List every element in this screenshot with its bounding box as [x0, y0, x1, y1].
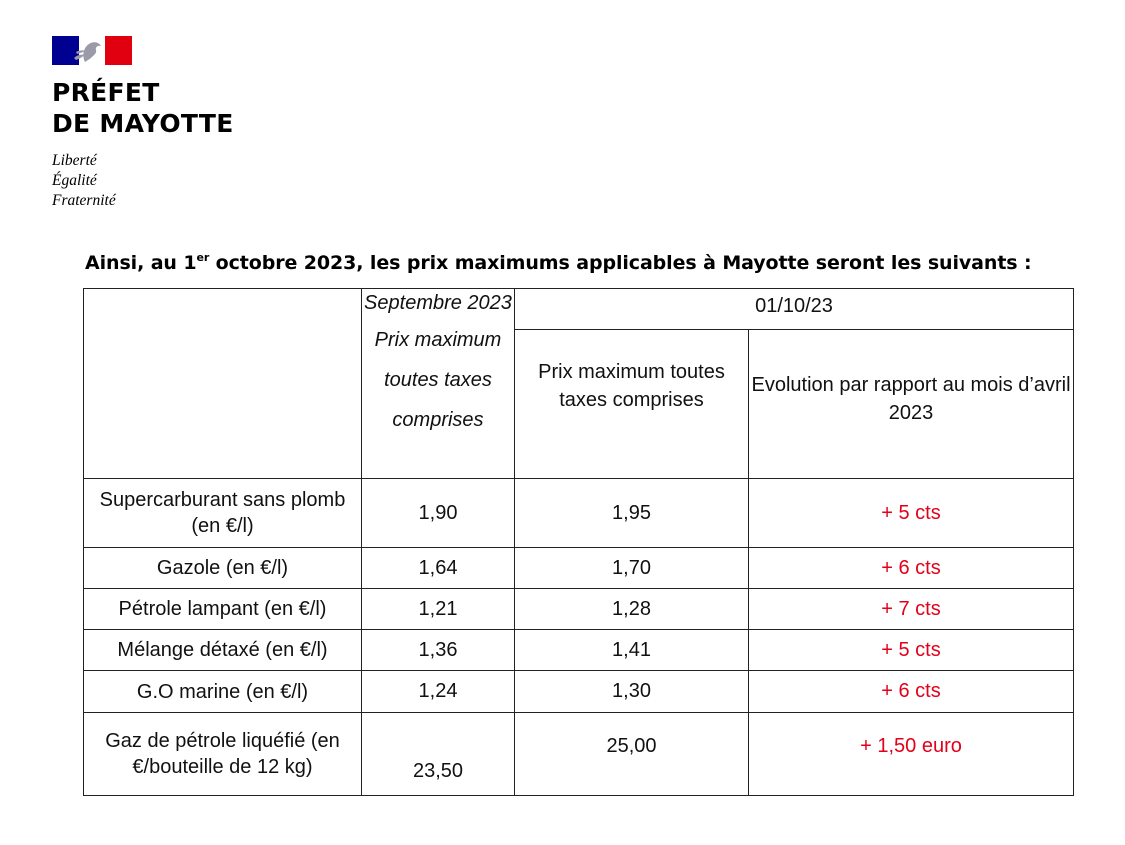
- marianne-flag-icon: [52, 36, 132, 65]
- org-line-2: DE MAYOTTE: [52, 109, 234, 138]
- price-september: 1,64: [362, 548, 515, 589]
- price-october: 1,28: [515, 589, 749, 630]
- price-evolution: + 6 cts: [749, 671, 1074, 713]
- price-october: 1,95: [515, 479, 749, 548]
- motto-liberte: Liberté: [52, 152, 97, 169]
- table-row: [84, 589, 1074, 630]
- fuel-label: Gazole (en €/l): [84, 548, 362, 589]
- price-september: 1,36: [362, 630, 515, 671]
- fuel-label: Pétrole lampant (en €/l): [84, 589, 362, 630]
- price-evolution: + 7 cts: [749, 589, 1074, 630]
- intro-sentence: Ainsi, au 1er octobre 2023, les prix maximums applicables à Mayotte seront les suivants :: [85, 251, 1032, 274]
- fuel-label: Supercarburant sans plomb (en €/l): [84, 479, 362, 548]
- table-row: [84, 630, 1074, 671]
- header-october-evolution: Evolution par rapport au mois d’avril 2023: [749, 330, 1074, 479]
- table-row: [84, 671, 1074, 713]
- price-evolution: + 1,50 euro: [749, 713, 1074, 796]
- header-september: [362, 289, 515, 479]
- price-evolution: + 6 cts: [749, 548, 1074, 589]
- price-september: 1,21: [362, 589, 515, 630]
- header-october-price: Prix maximum toutes taxes comprises: [515, 330, 749, 479]
- table-row: [84, 713, 1074, 796]
- ordinal-suffix: er: [196, 251, 210, 264]
- price-september: 1,24: [362, 671, 515, 713]
- header-row: [84, 289, 1074, 330]
- price-evolution: + 5 cts: [749, 630, 1074, 671]
- prefecture-name: [52, 77, 234, 139]
- header-september-title: Septembre 2023: [364, 292, 512, 314]
- price-september: 23,50: [362, 713, 515, 796]
- republic-motto: [52, 151, 234, 211]
- org-line-1: PRÉFET: [52, 78, 160, 107]
- price-october: 1,30: [515, 671, 749, 713]
- price-september: 1,90: [362, 479, 515, 548]
- price-evolution: + 5 cts: [749, 479, 1074, 548]
- fuel-label: Gaz de pétrole liquéfié (en €/bouteille de 12 kg): [84, 713, 362, 796]
- table-row: [84, 479, 1074, 548]
- empty-header-cell: [84, 289, 362, 479]
- motto-fraternite: Fraternité: [52, 192, 116, 209]
- price-october: 1,70: [515, 548, 749, 589]
- fuel-label: G.O marine (en €/l): [84, 671, 362, 713]
- price-october: 25,00: [515, 713, 749, 796]
- table-row: [84, 548, 1074, 589]
- fuel-price-table: [83, 288, 1074, 796]
- price-october: 1,41: [515, 630, 749, 671]
- prefecture-logo: [52, 36, 234, 211]
- motto-egalite: Égalité: [52, 172, 97, 189]
- header-october: 01/10/23: [515, 289, 1074, 330]
- header-september-sub: Prix maximum toutes taxes comprises: [374, 329, 502, 431]
- fuel-label: Mélange détaxé (en €/l): [84, 630, 362, 671]
